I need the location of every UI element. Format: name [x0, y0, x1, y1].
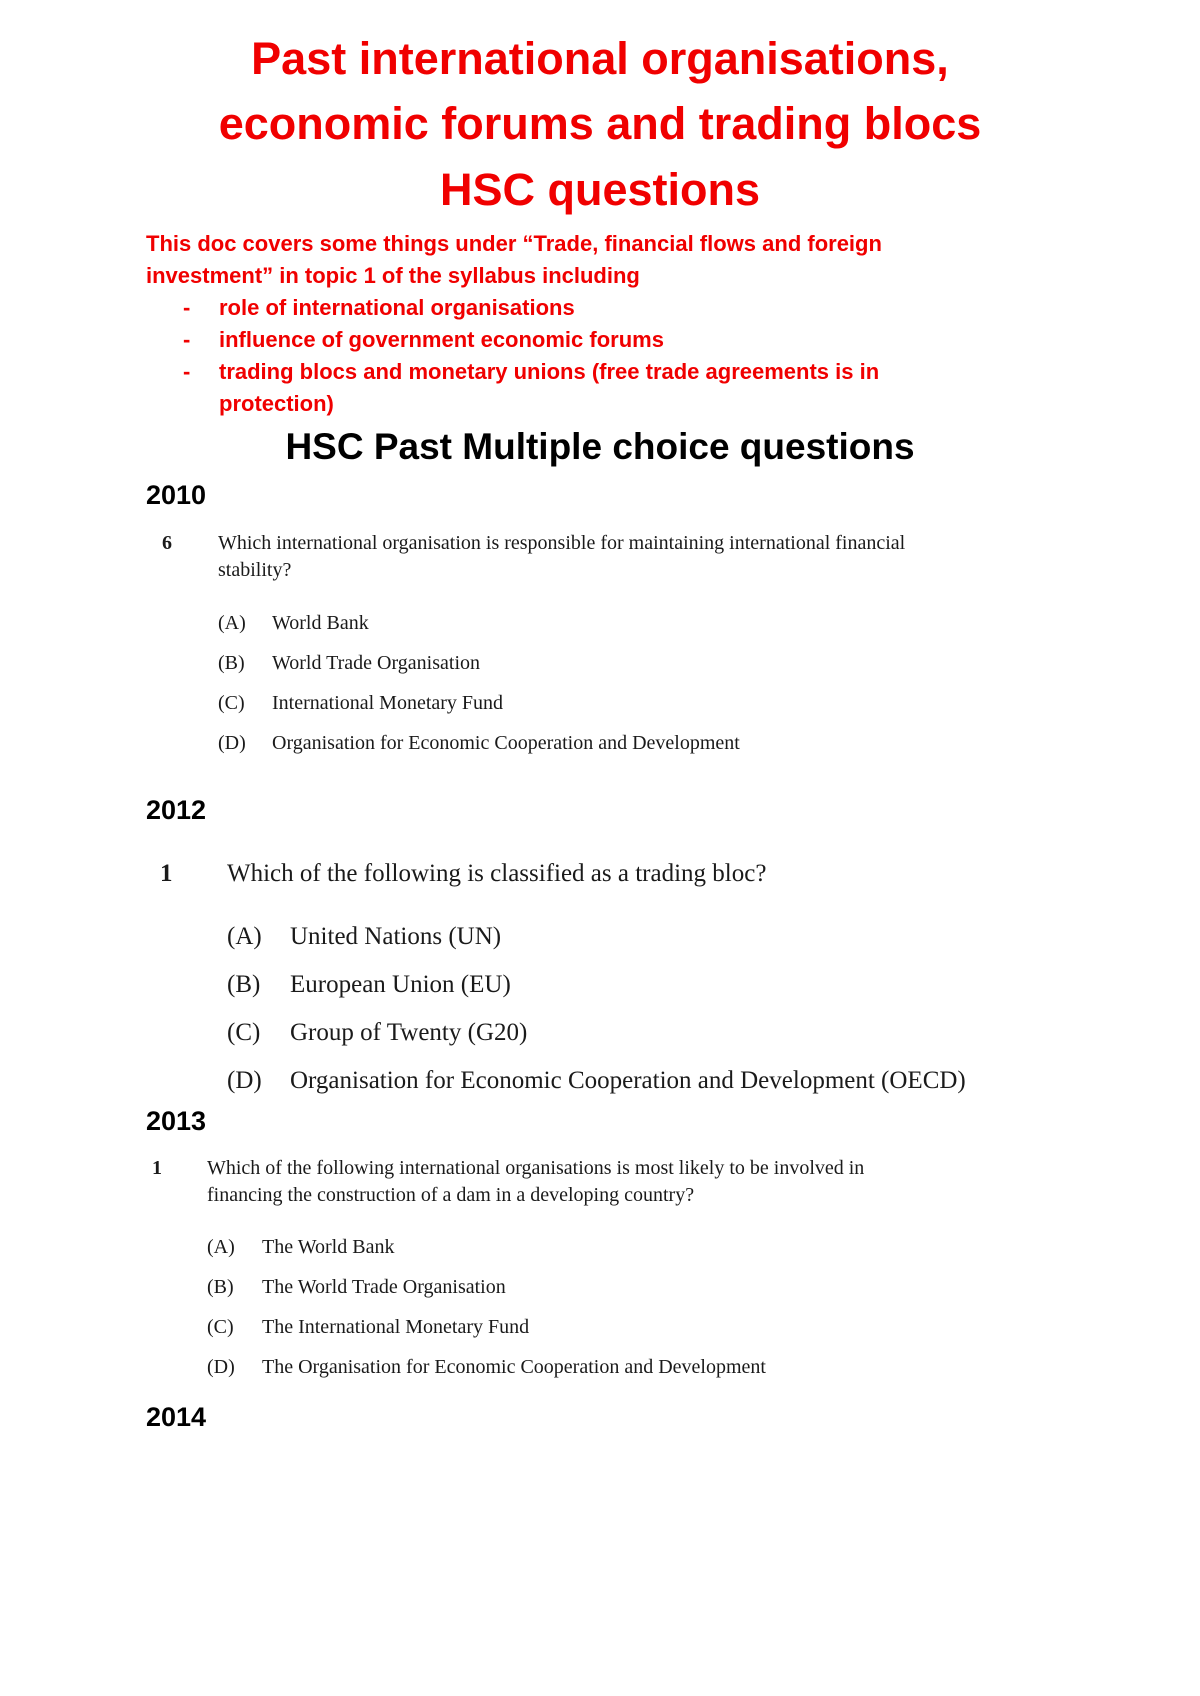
bullet-item: [146, 292, 1026, 324]
option-letter: (B): [207, 1276, 234, 1298]
question-text: [207, 1155, 1167, 1209]
bullet-dash: -: [183, 327, 191, 352]
option-text: Organisation for Economic Cooperation and Development (OECD): [290, 1067, 966, 1094]
option-text: World Trade Organisation: [272, 652, 481, 674]
option-a: [227, 921, 1067, 953]
option-d: [218, 730, 1018, 757]
bullet-text: role of international organisations: [219, 295, 575, 320]
option-letter: (C): [227, 1019, 261, 1046]
section-heading: HSC Past Multiple choice questions: [285, 426, 915, 467]
option-text: World Bank: [272, 612, 369, 634]
question-text-line-1: Which of the following international organisations is most likely to be involved in: [207, 1157, 865, 1179]
option-letter: (C): [207, 1316, 234, 1338]
option-letter: (B): [227, 971, 261, 998]
option-letter: (D): [207, 1356, 235, 1378]
question-number: 6: [162, 532, 172, 554]
option-c: [207, 1314, 1007, 1341]
option-d: [207, 1354, 1007, 1381]
bullet-item: [146, 324, 1026, 356]
option-text: International Monetary Fund: [272, 692, 504, 714]
option-letter: (A): [207, 1236, 235, 1258]
option-text: Organisation for Economic Cooperation and Development: [272, 732, 740, 754]
bullet-text: influence of government economic forums: [219, 327, 664, 352]
option-text: United Nations (UN): [290, 923, 502, 950]
year-heading-2014: 2014: [146, 1402, 207, 1432]
option-a: [207, 1234, 1007, 1261]
option-b: [227, 969, 1067, 1001]
option-c: [227, 1017, 1067, 1049]
intro-line-2: investment” in topic 1 of the syllabus including: [146, 263, 640, 288]
option-d: [227, 1065, 1067, 1097]
option-text: The Organisation for Economic Cooperation and Development: [262, 1356, 766, 1378]
option-text: The International Monetary Fund: [262, 1316, 530, 1338]
question-text: Which of the following is classified as a trading bloc?: [227, 860, 767, 887]
question-number: 1: [160, 860, 173, 887]
title-line-2: economic forums and trading blocs: [218, 98, 982, 149]
year-heading-2013: 2013: [146, 1106, 207, 1136]
question-text-line-2: financing the construction of a dam in a developing country?: [207, 1184, 695, 1206]
question-text-line-1: Which international organisation is responsible for maintaining international financial: [218, 532, 906, 554]
title-line-3: HSC questions: [439, 164, 761, 215]
option-b: [207, 1274, 1007, 1301]
bullet-dash: -: [183, 295, 191, 320]
year-heading-2010: 2010: [146, 480, 207, 510]
bullet-text-continued: protection): [219, 391, 334, 416]
question-number: 1: [152, 1157, 162, 1179]
title-line-1: Past international organisations,: [251, 33, 949, 84]
intro-line-1: This doc covers some things under “Trade, financial flows and foreign: [146, 231, 882, 256]
option-c: [218, 690, 1018, 717]
option-a: [218, 610, 1018, 637]
bullet-dash: -: [183, 359, 191, 384]
option-letter: (A): [218, 612, 246, 634]
question-text: [218, 530, 1178, 584]
option-text: The World Bank: [262, 1236, 395, 1258]
syllabus-bullet-list: [146, 292, 1026, 420]
option-letter: (B): [218, 652, 245, 674]
option-letter: (D): [227, 1067, 262, 1094]
option-letter: (C): [218, 692, 245, 714]
option-letter: (D): [218, 732, 246, 754]
option-letter: (A): [227, 923, 262, 950]
bullet-item: [146, 356, 1026, 420]
bullet-text: trading blocs and monetary unions (free trade agreements is in: [219, 359, 880, 384]
option-text: The World Trade Organisation: [262, 1276, 506, 1298]
option-text: European Union (EU): [290, 971, 511, 998]
question-text-line-2: stability?: [218, 559, 292, 581]
option-b: [218, 650, 1018, 677]
year-heading-2012: 2012: [146, 795, 207, 825]
option-text: Group of Twenty (G20): [290, 1019, 528, 1046]
